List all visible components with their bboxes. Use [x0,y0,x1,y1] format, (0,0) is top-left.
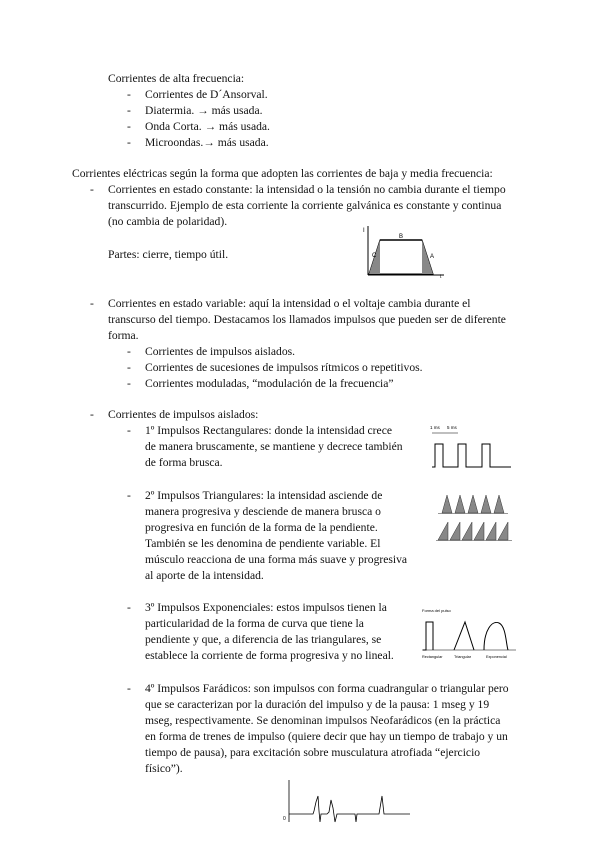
tri-line-2: manera progresiva y desciende de manera brusca o [145,505,381,518]
exp-line-4: establece la corriente de forma progresiva y no lineal. [145,649,394,662]
far-line-4: en forma de trenes de impulso (quiere decir que hay un tiempo de trabajo y un [145,730,508,743]
fig-label-1ms: 1 ms [430,425,440,430]
tri-line-4: También se les denomina de pendiente variable. El [145,537,381,550]
fig-label-a: A [430,254,435,260]
tri-line-5: músculo reacciona de una forma más suave y progresiva [145,553,408,566]
bullet-dash: - [127,377,131,390]
exp-line-2: particularidad de la forma de curva que tiene la [145,617,364,630]
fig-label-5ms: 5 ms [447,425,457,430]
alta-frecuencia-title: Corrientes de alta frecuencia: [108,72,245,85]
bullet-dash: - [127,104,131,117]
triangular-pulse-figure [436,491,514,543]
bullet-dash: - [127,136,131,149]
bullet-dash: - [90,297,94,310]
variable-item-1: Corrientes de impulsos aislados. [145,345,296,358]
tri-line-1: 2º Impulsos Triangulares: la intensidad asciende de [145,489,383,502]
tri-line-6: al aporte de la intensidad. [145,569,264,582]
alta-item-2: Diatermia. → más usada. [145,104,263,117]
rect-line-3: de forma brusca. [145,456,223,469]
bullet-dash: - [90,183,94,196]
bullet-dash: - [90,408,94,421]
constante-partes: Partes: cierre, tiempo útil. [108,248,229,261]
variable-item-3: Corrientes moduladas, “modulación de la frecuencia” [145,377,394,390]
variable-line-2: transcurso del tiempo. Destacamos los llamados impulsos que pueden ser de diferente [108,313,506,326]
variable-line-3: forma. [108,329,139,342]
fig-label-rectangular: Rectangular [422,655,443,659]
bullet-dash: - [127,601,131,614]
alta-item-1: Corrientes de D´Ansorval. [145,88,268,101]
alta-item-4: Microondas.→ más usada. [145,136,269,149]
fig-label-c: C [372,253,377,259]
tri-line-3: progresiva en función de la forma de la pendiente. [145,521,378,534]
constante-line-2: transcurrido. Ejemplo de esta corriente la corriente galvánica es constante y continua [108,199,502,212]
fig-axis-t: t [440,274,442,278]
fig-label-zero: 0 [283,816,286,822]
far-line-1: 4º Impulsos Farádicos: son impulsos con forma cuadrangular o triangular pero [145,682,509,695]
bullet-dash: - [127,361,131,374]
exp-line-3: pendiente y que, a diferencia de las triangulares, se [145,633,382,646]
exponential-pulse-figure [420,606,518,660]
fig-label-forma: Forma del pulso [422,608,451,613]
rect-line-1: 1º Impulsos Rectangulares: donde la intensidad crece [145,424,392,437]
constante-line-3: (no cambia de polaridad). [108,215,228,228]
alta-item-3: Onda Corta. → más usada. [145,120,270,133]
bullet-dash: - [127,345,131,358]
bullet-dash: - [127,682,131,695]
variable-line-1: Corrientes en estado variable: aquí la intensidad o el voltaje cambia durante el [108,297,471,310]
far-line-2: que se caracterizan por la duración del impulso y de la pausa: 1 mseg y 19 [145,698,490,711]
fig-label-triangular: Triangular [454,655,471,659]
fig-axis-i: I [363,228,365,234]
constante-line-1: Corrientes en estado constante: la intensidad o la tensión no cambia durante el tiempo [108,183,506,196]
exp-line-1: 3º Impulsos Exponenciales: estos impulsos tienen la [145,601,387,614]
far-line-3: mseg, respectivamente. Se denominan impulsos Neofarádicos (en la práctica [145,714,501,727]
faradic-pulse-figure [283,778,413,828]
bullet-dash: - [127,489,131,502]
fig-label-b: B [399,234,404,240]
intro-paragraph: Corrientes eléctricas según la forma que adopten las corrientes de baja y media frecuencia: [72,167,493,180]
fig-label-exponencial: Exponencial [486,655,507,659]
bullet-dash: - [127,120,131,133]
rectangular-pulse-figure [428,422,512,470]
bullet-dash: - [127,424,131,437]
variable-item-2: Corrientes de sucesiones de impulsos rítmicos o repetitivos. [145,361,423,374]
rect-line-2: de manera bruscamente, se mantiene y decrece también [145,440,403,453]
aislados-title: Corrientes de impulsos aislados: [108,408,259,421]
constant-current-figure [360,222,445,278]
far-line-6: físico”). [145,762,183,775]
bullet-dash: - [127,88,131,101]
far-line-5: tiempo de pausa), para excitación sobre musculatura atrofiada “ejercicio [145,746,481,759]
